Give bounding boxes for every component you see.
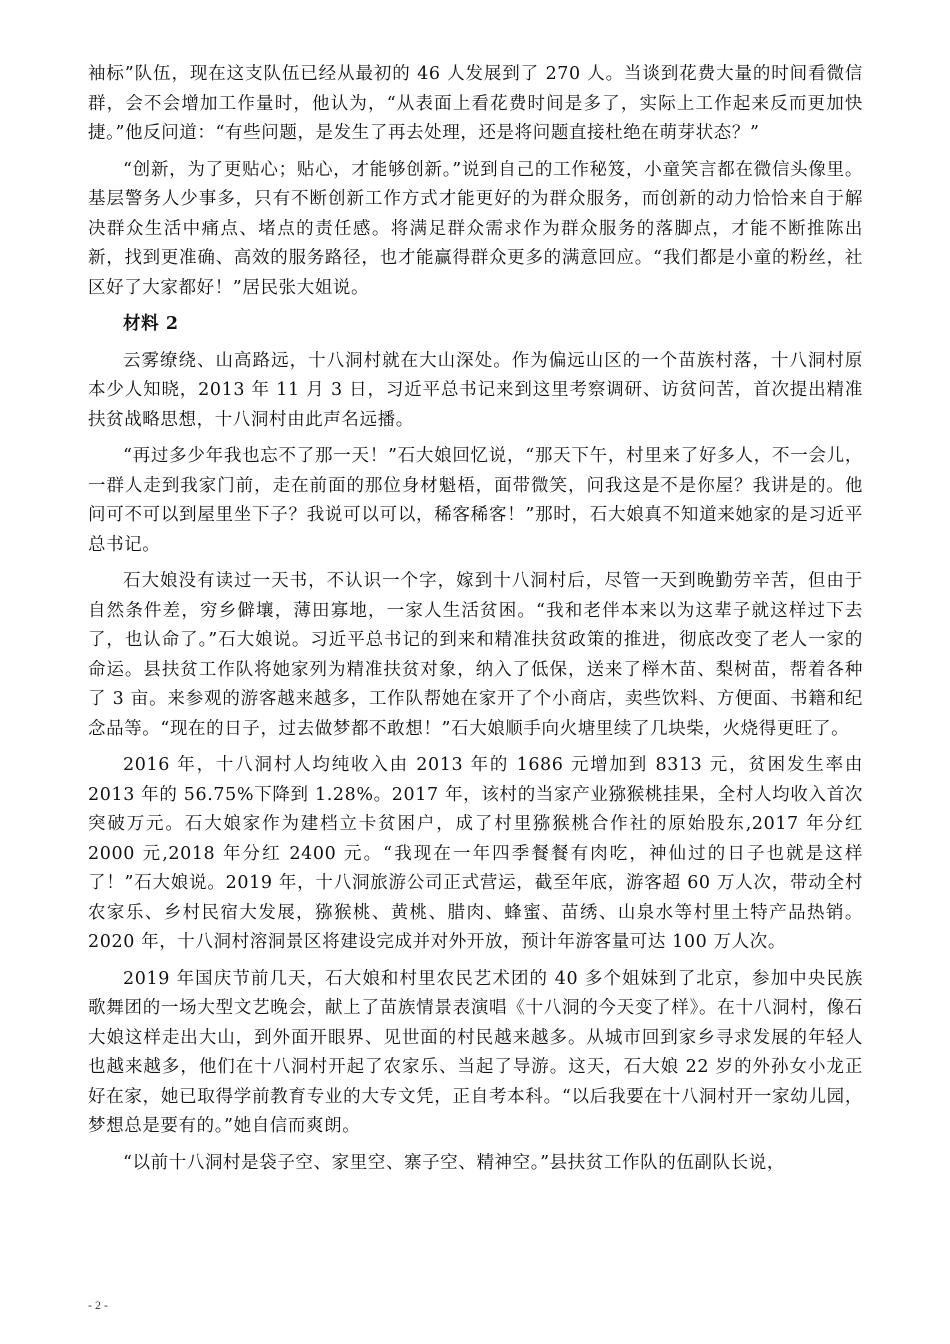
paragraph: 2019 年国庆节前几天，石大娘和村里农民艺术团的 40 多个姐妹到了北京，参加中央民族歌舞团的一场大型文艺晚会，献上了苗族情景表演唱《十八洞的今天变了样》。在十八洞村，像石大娘这样走出大山，到外面开眼界、见世面的村民越来越多。从城市回到家乡寻求发展的年轻人也越来越多，他们在十八洞村开起了农家乐、当起了导游。这天，石大娘 22 岁的外孙女小龙正好在家，她已取得学前教育专业的大专文凭，正自考本科。“以后我要在十八洞村开一家幼儿园，梦想总是要有的。”她自信而爽朗。 [88, 968, 863, 1136]
paragraph: “创新，为了更贴心；贴心，才能够创新。”说到自己的工作秘笈，小童笑言都在微信头像里。基层警务人少事多，只有不断创新工作方式才能更好的为群众服务，而创新的动力恰恰来自于解决群众生活中痛点、堵点的责任感。将满足群众需求作为群众服务的落脚点，才能不断推陈出新，找到更准确、高效的服务路径，也才能赢得群众更多的满意回应。“我们都是小童的粉丝，社区好了大家都好！”居民张大姐说。 [88, 159, 863, 298]
section-heading: 材料 2 [123, 314, 179, 334]
page-number: - 2 - [88, 1298, 108, 1312]
document-page [88, 60, 863, 1185]
paragraph: “以前十八洞村是袋子空、家里空、寨子空、精神空。”县扶贫工作队的伍副队长说， [123, 1152, 785, 1173]
paragraph-continued: 袖标”队伍，现在这支队伍已经从最初的 46 人发展到了 270 人。当谈到花费大量的时间看微信群，会不会增加工作量时，他认为，“从表面上看花费时间是多了，实际上工作起来反而更加快捷。”他反问道：“有些问题，是发生了再去处理，还是将问题直接杜绝在萌芽状态？” [88, 64, 863, 143]
paragraph: “再过多少年我也忘不了那一天！”石大娘回忆说，“那天下午，村里来了好多人，不一会儿，一群人走到我家门前，走在前面的那位身材魁梧，面带微笑，问我这是不是你屋？我讲是的。他问可不可以到屋里坐下子？我说可以可以，稀客稀客！”那时，石大娘真不知道来她家的是习近平总书记。 [88, 446, 863, 555]
paragraph: 2016 年，十八洞村人均纯收入由 2013 年的 1686 元增加到 8313 元，贫困发生率由 2013 年的 56.75%下降到 1.28%。2017 年，该村的当家产业猕猴桃挂果，全村人均收入首次突破万元。石大娘家作为建档立卡贫困户，成了村里猕猴桃合作社的原始股东,2017 年分红 2000 元,2018 年分红 2400 元。“我现在一年四季餐餐有肉吃，神仙过的日子也就是这样了！”石大娘说。2019 年，十八洞旅游公司正式营运，截至年底，游客超 60 万人次，带动全村农家乐、乡村民宿大发展，猕猴桃、黄桃、腊肉、蜂蜜、苗绣、山泉水等村里土特产品热销。2020 年，十八洞村溶洞景区将建设完成并对外开放，预计年游客量可达 100 万人次。 [88, 755, 863, 952]
paragraph: 云雾缭绕、山高路远，十八洞村就在大山深处。作为偏远山区的一个苗族村落，十八洞村原本少人知晓，2013 年 11 月 3 日，习近平总书记来到这里考察调研、访贫问苦，首次提出精准扶贫战略思想，十八洞村由此声名远播。 [88, 350, 863, 430]
paragraph: 石大娘没有读过一天书，不认识一个字，嫁到十八洞村后，尽管一天到晚勤劳辛苦，但由于自然条件差，穷乡僻壤，薄田寡地，一家人生活贫困。“我和老伴本来以为这辈子就这样过下去了，也认命了。”石大娘说。习近平总书记的到来和精准扶贫政策的推进，彻底改变了老人一家的命运。县扶贫工作队将她家列为精准扶贫对象，纳入了低保，送来了榉木苗、梨树苗，帮着各种了 3 亩。来参观的游客越来越多，工作队帮她在家开了个小商店，卖些饮料、方便面、书籍和纪念品等。“现在的日子，过去做梦都不敢想！”石大娘顺手向火塘里续了几块柴，火烧得更旺了。 [88, 571, 863, 739]
